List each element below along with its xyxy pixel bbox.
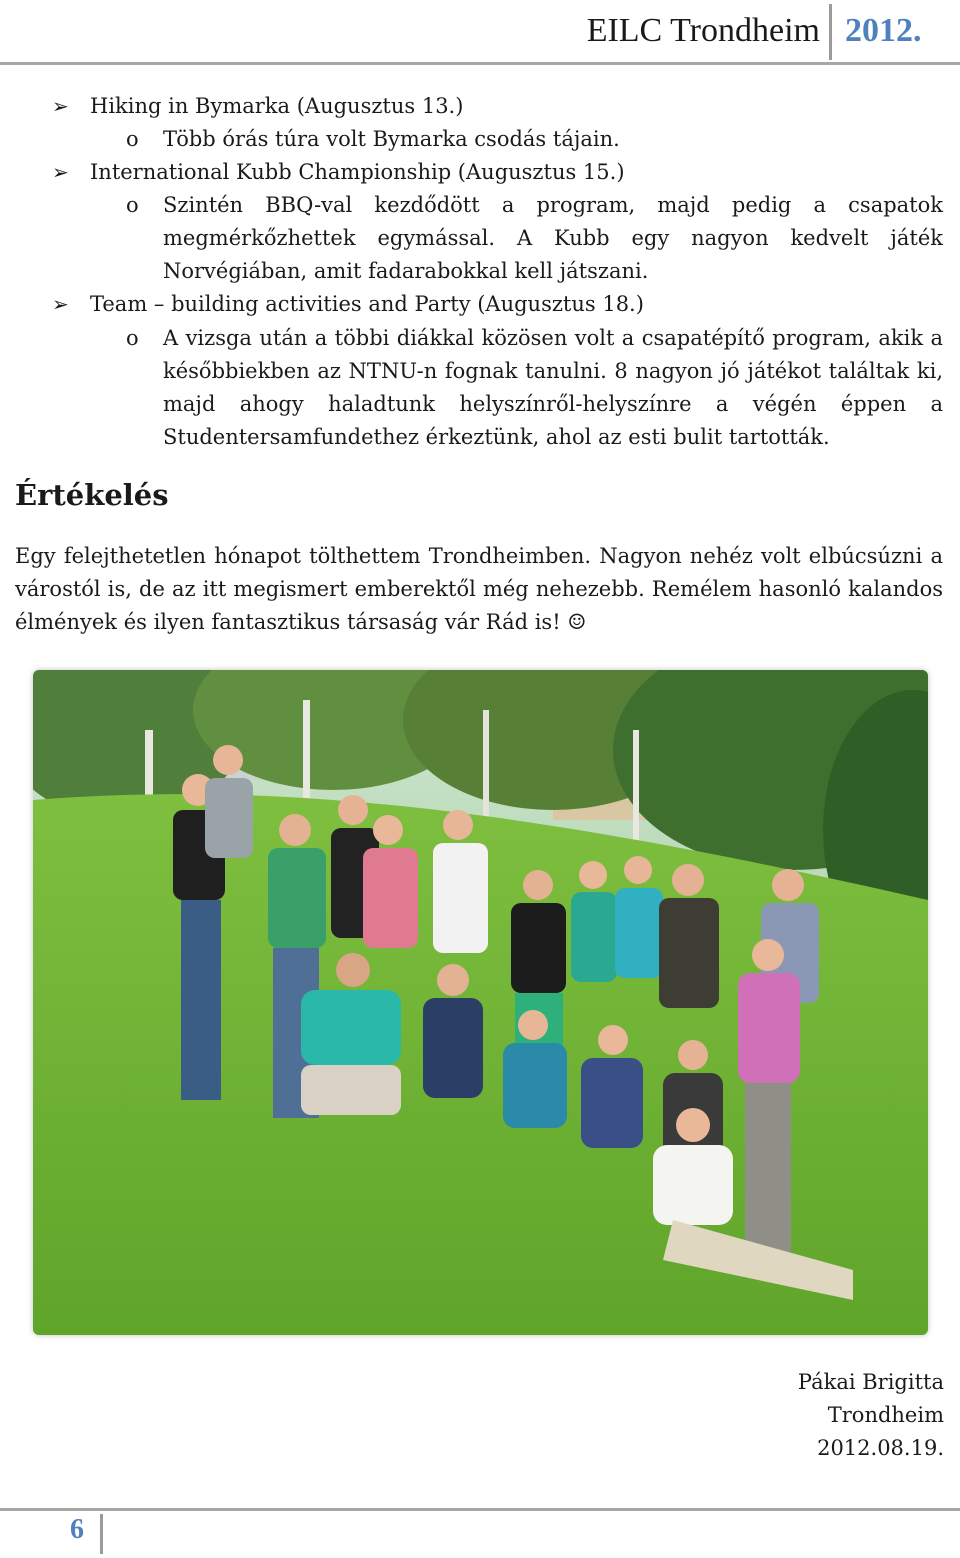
arrow-bullet-icon: ➢ (52, 160, 69, 184)
header-year: 2012. (845, 12, 922, 49)
section-heading: Értékelés (15, 478, 169, 512)
header-title: EILC Trondheim (586, 12, 820, 49)
arrow-bullet-icon: ➢ (52, 292, 69, 316)
signature-date: 2012.08.19. (817, 1436, 944, 1460)
arrow-bullet-icon: ➢ (52, 94, 69, 118)
footer-separator (100, 1514, 103, 1554)
page-number: 6 (70, 1514, 84, 1545)
bullet-sub-line: későbbiekben az NTNU-n fognak tanulni. 8 nagyon jó játékot találtak ki, (163, 359, 943, 383)
bullet-title: Team – building activities and Party (Augusztus 18.) (90, 292, 644, 316)
circle-bullet-icon: o (126, 127, 139, 151)
bullet-title: International Kubb Championship (Augusztus 15.) (90, 160, 625, 184)
paragraph-line: élmények és ilyen fantasztikus társaság vár Rád is! ☺ (15, 610, 587, 634)
bullet-sub-line: Több órás túra volt Bymarka csodás tájain. (163, 127, 620, 151)
bullet-sub-line: megmérkőzhettek egymással. A Kubb egy nagyon kedvelt játék (163, 226, 943, 250)
bullet-sub-line: A vizsga után a többi diákkal közösen volt a csapatépítő program, akik a (163, 326, 943, 350)
header-rule (0, 62, 960, 65)
group-photo (33, 670, 928, 1335)
paragraph-line: várostól is, de az itt megismert emberektől még nehezebb. Remélem hasonló kalandos (15, 577, 943, 601)
circle-bullet-icon: o (126, 193, 139, 217)
footer-rule (0, 1508, 960, 1511)
bullet-sub-line: Norvégiában, amit fadarabokkal kell játszani. (163, 259, 649, 283)
bullet-sub-line: Studentersamfundethez érkeztünk, ahol az esti bulit tartották. (163, 425, 830, 449)
page-header (0, 0, 960, 64)
paragraph-line: Egy felejthetetlen hónapot tölthettem Trondheimben. Nagyon nehéz volt elbúcsúzni a (15, 544, 943, 568)
signature-name: Pákai Brigitta (797, 1370, 944, 1394)
bullet-sub-line: Szintén BBQ-val kezdődött a program, majd pedig a csapatok (163, 193, 943, 217)
signature-place: Trondheim (827, 1403, 944, 1427)
bullet-sub-line: majd ahogy haladtunk helyszínről-helyszínre a végén éppen a (163, 392, 943, 416)
circle-bullet-icon: o (126, 326, 139, 350)
bullet-title: Hiking in Bymarka (Augusztus 13.) (90, 94, 464, 118)
header-separator (829, 4, 832, 60)
